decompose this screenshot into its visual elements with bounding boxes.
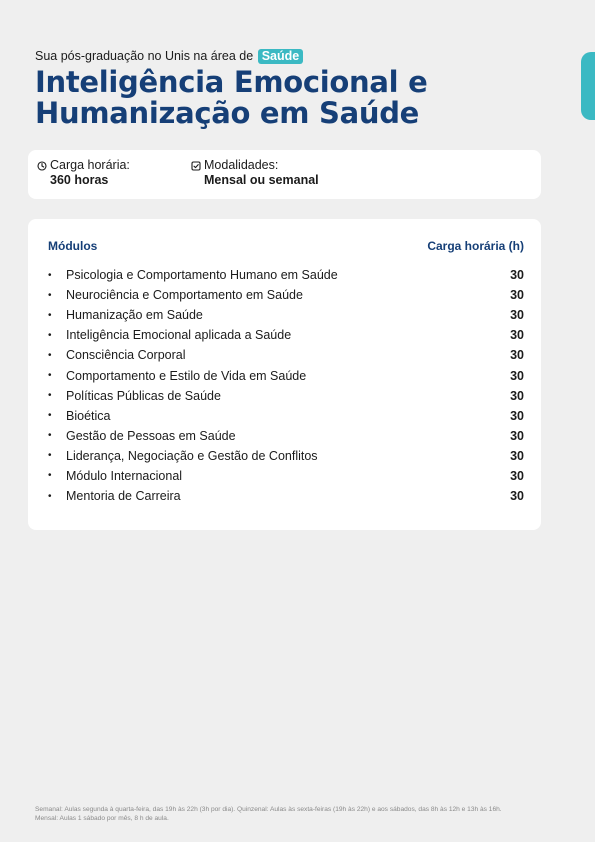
module-name: Comportamento e Estilo de Vida em Saúde: [66, 368, 307, 383]
checkbox-icon: [191, 161, 201, 171]
module-item: [48, 345, 524, 365]
module-hours: 30: [510, 428, 524, 443]
module-name: Consciência Corporal: [66, 348, 186, 363]
hours-label: Carga horária:: [50, 158, 130, 172]
hours-value: 360 horas: [50, 173, 109, 187]
bullet: •: [48, 329, 52, 341]
modality-value: Mensal ou semanal: [204, 173, 319, 187]
bullet: •: [48, 309, 52, 321]
module-hours: 30: [510, 308, 524, 323]
module-hours: 30: [510, 388, 524, 403]
module-hours: 30: [510, 468, 524, 483]
bullet: •: [48, 430, 52, 442]
bullet: •: [48, 269, 52, 281]
module-hours: 30: [510, 448, 524, 463]
module-item: [48, 466, 524, 486]
footnote-line-2: Mensal: Aulas 1 sábado por mês, 8 h de aula.: [35, 815, 169, 822]
module-hours: 30: [510, 408, 524, 423]
modality-info: [191, 158, 319, 188]
module-name: Inteligência Emocional aplicada a Saúde: [66, 328, 292, 343]
bullet: •: [48, 390, 52, 402]
module-item: [48, 486, 524, 506]
info-card: [28, 150, 541, 199]
module-hours: 30: [510, 348, 524, 363]
module-hours: 30: [510, 288, 524, 303]
bullet: •: [48, 349, 52, 361]
module-item: [48, 365, 524, 385]
module-name: Psicologia e Comportamento Humano em Saúde: [66, 268, 338, 283]
module-item: [48, 386, 524, 406]
module-item: [48, 406, 524, 426]
module-hours: 30: [510, 489, 524, 504]
module-name: Mentoria de Carreira: [66, 489, 181, 504]
footnote-line-1: Semanal: Aulas segunda à quarta-feira, das 19h às 22h (3h por dia). Quinzenal: Aulas às sexta-feiras (19h às 22h) e aos sábados, das 8h às 12h e 13h às 16h.: [35, 806, 502, 813]
modules-list: [48, 265, 524, 506]
subtitle-text: Sua pós-graduação no Unis na área de: [35, 49, 254, 63]
modules-card: [28, 219, 541, 530]
hours-info: [37, 158, 130, 188]
header: [35, 48, 555, 129]
side-tab-decoration: [581, 52, 595, 120]
module-name: Neurociência e Comportamento em Saúde: [66, 288, 303, 303]
footnote: [35, 805, 565, 823]
modules-column-header: Módulos: [48, 239, 98, 253]
bullet: •: [48, 490, 52, 502]
module-name: Humanização em Saúde: [66, 308, 203, 323]
title-line-2: Humanização em Saúde: [35, 96, 420, 130]
bullet: •: [48, 410, 52, 422]
title-line-1: Inteligência Emocional e: [35, 65, 428, 99]
module-item: [48, 265, 524, 285]
clock-icon: [37, 161, 47, 171]
module-hours: 30: [510, 368, 524, 383]
bullet: •: [48, 370, 52, 382]
module-name: Gestão de Pessoas em Saúde: [66, 428, 236, 443]
module-name: Módulo Internacional: [66, 468, 183, 483]
page-subtitle: [35, 48, 555, 64]
bullet: •: [48, 450, 52, 462]
modality-label: Modalidades:: [204, 158, 279, 172]
module-name: Liderança, Negociação e Gestão de Conflitos: [66, 448, 318, 463]
module-item: [48, 305, 524, 325]
module-name: Políticas Públicas de Saúde: [66, 388, 221, 403]
module-item: [48, 285, 524, 305]
modules-header: [48, 239, 524, 253]
area-badge: Saúde: [258, 49, 304, 64]
module-item: [48, 446, 524, 466]
module-item: [48, 426, 524, 446]
bullet: •: [48, 289, 52, 301]
module-name: Bioética: [66, 408, 111, 423]
module-item: [48, 325, 524, 345]
module-hours: 30: [510, 268, 524, 283]
module-hours: 30: [510, 328, 524, 343]
page-title: [35, 67, 555, 129]
hours-column-header: Carga horária (h): [427, 239, 524, 253]
bullet: •: [48, 470, 52, 482]
